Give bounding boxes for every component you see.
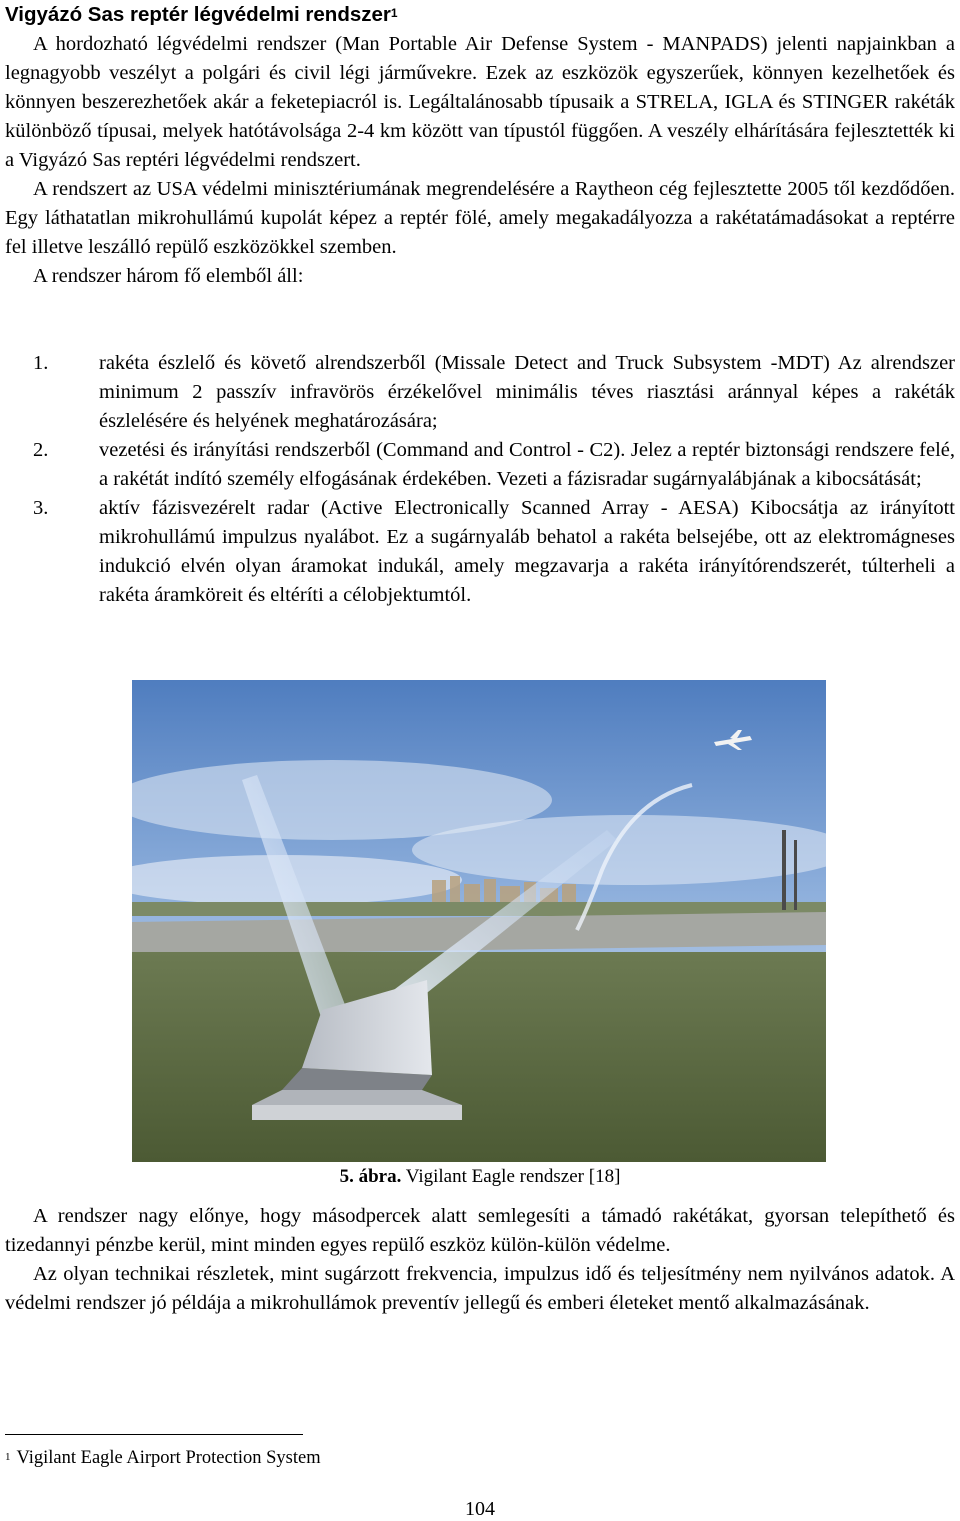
title-text: Vigyázó Sas reptér légvédelmi rendszer — [5, 3, 391, 26]
intro-paragraph-1: A hordozható légvédelmi rendszer (Man Portable Air Defense System - MANPADS) jelenti napjainkban a legnagyobb veszélyt a polgári és civil légi járművekre. Ezek az eszközök egyszerűek, könnyen kezelhetőek és könnyen beszerezhetőek akár a feketepiacról is. Legáltalánosabb típusaik a STRELA, IGLA és STINGER rakéták különböző típusai, melyek hatótávolsága 2-4 km között van típustól függően. A veszély elhárítására fejlesztették ki a Vigyázó Sas reptéri légvédelmi rendszert. — [5, 33, 955, 171]
footnote-text: Vigilant Eagle Airport Protection System — [16, 1448, 321, 1468]
closing-section — [5, 1202, 955, 1318]
title-footnote-marker[interactable]: 1 — [390, 6, 398, 20]
intro-paragraph-3: A rendszer három fő elemből áll: — [33, 265, 304, 287]
footnote-marker: 1 — [5, 1451, 11, 1463]
intro-paragraph-2: A rendszert az USA védelmi minisztériumának megrendelésére a Raytheon cég fejlesztette 2005 től kezdődően. Egy láthatatlan mikrohullámú kupolát képez a reptér fölé, amely megakadályozza a rakétatámadásokat a reptérre fel illetve leszálló repülő eszközökkel szemben. — [5, 178, 955, 258]
page-number: 104 — [465, 1498, 495, 1520]
figure-caption — [0, 1164, 960, 1190]
figure-caption-text: Vigilant Eagle rendszer [18] — [405, 1166, 621, 1187]
page-title — [5, 2, 398, 28]
list-item-text: vezetési és irányítási rendszerből (Command and Control - C2). Jelez a reptér biztonsági rendszere felé, a rakétát indító személy elfogásának érdekében. Vezeti a fázisradar sugárnyalábjának a kibocsátását; — [99, 439, 955, 490]
component-list — [5, 349, 955, 610]
list-item-number: 2. — [33, 439, 49, 461]
list-item — [5, 436, 955, 494]
vigilant-eagle-illustration — [132, 680, 826, 1162]
intro-section — [5, 30, 955, 291]
footnote — [5, 1446, 321, 1470]
list-item-text: rakéta észlelő és követő alrendszerből (Missale Detect and Truck Subsystem -MDT) Az alrendszer minimum 2 passzív infravörös érzékelővel minimális téves riasztási aránnyal képes a rakéták észlelésére és helyének meghatározására; — [99, 352, 955, 432]
list-item-number: 1. — [33, 352, 49, 374]
figure-vigilant-eagle-image — [132, 680, 826, 1162]
list-item — [5, 494, 955, 610]
closing-paragraph-2: Az olyan technikai részletek, mint sugárzott frekvencia, impulzus idő és teljesítmény nem nyilvános adatok. A védelmi rendszer jó példája a mikrohullámok preventív jellegű és emberi életeket mentő alkalmazásának. — [5, 1263, 955, 1314]
closing-paragraph-1: A rendszer nagy előnye, hogy másodpercek alatt semlegesíti a támadó rakétákat, gyorsan telepíthető és tizedannyi pénzbe kerül, mint minden egyes repülő eszköz külön-külön védelme. — [5, 1205, 955, 1256]
list-item-text: aktív fázisvezérelt radar (Active Electronically Scanned Array - AESA) Kibocsátja az irányított mikrohullámú impulzus nyalábot. Ez a sugárnyaláb behatol a rakéta belsejébe, ott az elektromágneses indukció elvén olyan áramokat indukál, amely megzavarja a rakéta irányítórendszerét, túlterheli a rakéta áramköreit és eltéríti a célobjektumtól. — [99, 497, 955, 606]
footnote-divider — [5, 1434, 303, 1435]
list-item-number: 3. — [33, 497, 49, 519]
figure-caption-number: 5. ábra. — [339, 1166, 402, 1187]
list-item — [5, 349, 955, 436]
